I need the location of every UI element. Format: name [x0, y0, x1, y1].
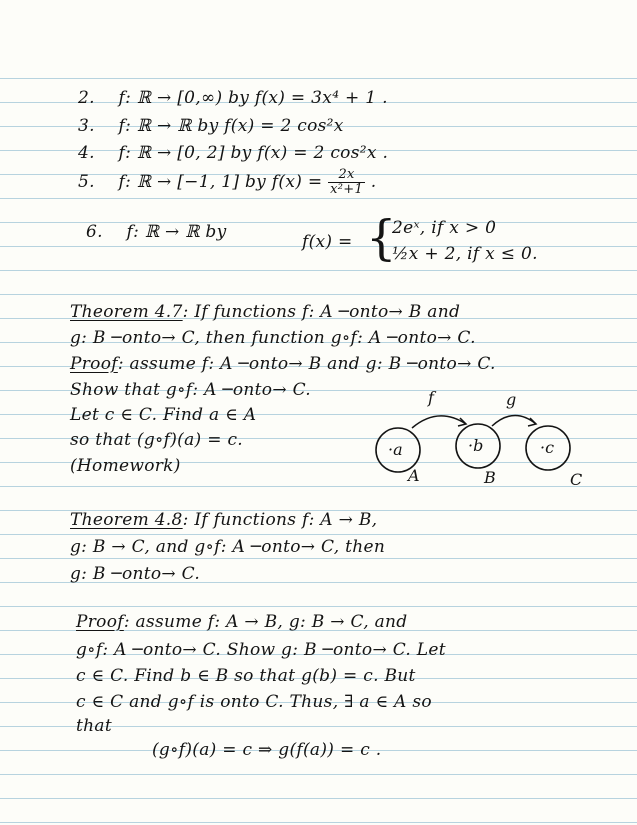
paper-top-margin [0, 0, 637, 70]
fraction [328, 168, 365, 197]
fraction-numerator: 2x [328, 168, 365, 183]
piecewise-case-1: 2eˣ, if x > 0 [392, 218, 497, 238]
list-item-6 [86, 222, 226, 242]
list-item-text: f: ℝ → [−1, 1] by f(x) = [118, 172, 323, 192]
list-item-2 [78, 88, 388, 108]
element-a: ·a [388, 440, 403, 459]
theorem-4-7-line-3 [70, 354, 496, 374]
theorem-4-7-line-7: (Homework) [70, 456, 181, 476]
piecewise-brace: { [366, 210, 397, 266]
list-item-text: f: ℝ → ℝ by f(x) = 2 cos²x [118, 116, 344, 136]
theorem-4-7-line-1 [70, 302, 460, 322]
proof-line-2: g∘f: A ─onto→ C. Show g: B ─onto→ C. Let [76, 640, 446, 660]
set-label-a: A [408, 466, 420, 485]
theorem-text: : If functions f: A ─onto→ B and [182, 302, 461, 322]
list-item-3 [78, 116, 344, 136]
piecewise-case-2: ½x + 2, if x ≤ 0. [392, 244, 538, 264]
proof-line-3: c ∈ C. Find b ∈ B so that g(b) = c. But [76, 666, 416, 686]
list-item-4 [78, 143, 388, 163]
piecewise-lhs: f(x) = [302, 232, 353, 252]
proof-line-1 [76, 612, 407, 632]
proof-label: Proof [70, 354, 118, 374]
list-item-text: f: ℝ → [0,∞) by f(x) = 3x⁴ + 1 . [118, 88, 388, 108]
list-item-number: 4. [78, 143, 95, 163]
list-item-5 [78, 168, 376, 197]
list-item-text: f: ℝ → [0, 2] by f(x) = 2 cos²x . [118, 143, 389, 163]
theorem-text: : If functions f: A → B, [182, 510, 378, 530]
theorem-label: Theorem 4.7 [70, 302, 183, 322]
list-item-number: 6. [86, 222, 103, 242]
label-f: f [428, 388, 434, 407]
proof-text: : assume f: A → B, g: B → C, and [123, 612, 408, 632]
arrow-f [412, 416, 466, 428]
set-label-b: B [484, 468, 496, 487]
theorem-4-7-line-5: Let c ∈ C. Find a ∈ A [70, 405, 257, 425]
list-item-number: 3. [78, 116, 95, 136]
list-item-number: 5. [78, 172, 95, 192]
period: . [370, 172, 377, 192]
proof-text: : assume f: A ─onto→ B and g: B ─onto→ C. [117, 354, 496, 374]
arrow-g [492, 415, 536, 426]
element-c: ·c [540, 438, 555, 457]
theorem-4-8-line-3: g: B ─onto→ C. [70, 564, 201, 584]
set-label-c: C [570, 470, 583, 489]
theorem-4-7-line-2: g: B ─onto→ C, then function g∘f: A ─onto→ C. [70, 328, 476, 348]
fraction-denominator: x²+1 [330, 182, 364, 197]
element-b: ·b [468, 436, 484, 455]
theorem-4-7-line-6: so that (g∘f)(a) = c. [70, 430, 243, 450]
theorem-4-7-line-4: Show that g∘f: A ─onto→ C. [70, 380, 311, 400]
list-item-number: 2. [78, 88, 95, 108]
proof-line-5: that [76, 716, 112, 736]
theorem-4-8-line-1 [70, 510, 377, 530]
theorem-4-8-line-2: g: B → C, and g∘f: A ─onto→ C, then [70, 537, 386, 557]
proof-line-6: (g∘f)(a) = c ⇒ g(f(a)) = c . [152, 740, 382, 760]
label-g: g [506, 390, 517, 409]
theorem-label: Theorem 4.8 [70, 510, 183, 530]
proof-label: Proof [76, 612, 124, 632]
proof-line-4: c ∈ C and g∘f is onto C. Thus, ∃ a ∈ A so [76, 692, 432, 712]
list-item-text: f: ℝ → ℝ by [126, 222, 227, 242]
